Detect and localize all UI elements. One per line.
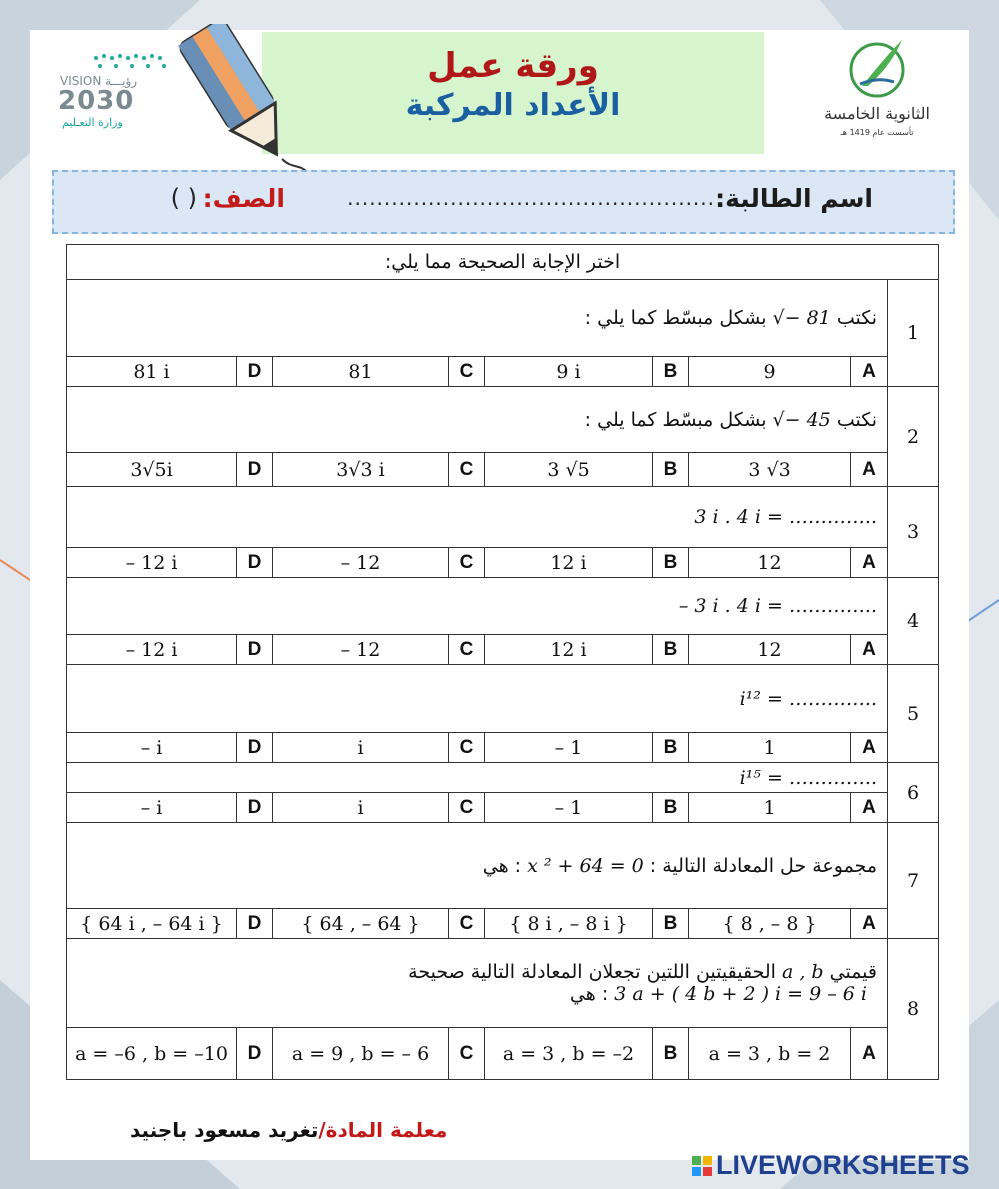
page-title: ورقة عمل: [427, 46, 599, 86]
ministry-text: وزارة التعـليم: [62, 116, 123, 129]
option-c[interactable]: { 64 , – 64 }: [273, 909, 449, 939]
letter-b: B: [653, 793, 689, 823]
question-number: 7: [888, 823, 939, 939]
option-c[interactable]: i: [273, 793, 449, 823]
letter-d: D: [237, 453, 273, 487]
question-number: 1: [888, 280, 939, 387]
question-4-text: – 3 i . 4 i = …………..: [67, 578, 888, 635]
option-a[interactable]: 3 √3: [689, 453, 851, 487]
vision-text: VISION رؤيـــة: [60, 74, 138, 88]
teacher-signature: [130, 1118, 447, 1142]
question-7-text: مجموعة حل المعادلة التالية : x ² + 64 = 0 : هي: [67, 823, 888, 909]
teacher-name: تغريد مسعود باجنيد: [130, 1118, 319, 1142]
letter-d: D: [237, 733, 273, 763]
school-logo: [812, 34, 942, 144]
question-number: 8: [888, 939, 939, 1080]
letter-d: D: [237, 548, 273, 578]
question-6-text: i¹⁵ = …………..: [67, 763, 888, 793]
letter-d: D: [237, 357, 273, 387]
letter-a: A: [851, 548, 888, 578]
student-info-box: [52, 170, 955, 234]
letter-c: C: [449, 733, 485, 763]
option-b[interactable]: 3 √5: [485, 453, 653, 487]
question-5-text: i¹² = …………..: [67, 665, 888, 733]
class-field[interactable]: ( ): [170, 184, 197, 212]
letter-c: C: [449, 635, 485, 665]
option-b[interactable]: – 1: [485, 733, 653, 763]
letter-a: A: [851, 793, 888, 823]
letter-b: B: [653, 909, 689, 939]
question-3-text: 3 i . 4 i = …………..: [67, 487, 888, 548]
option-a[interactable]: 9: [689, 357, 851, 387]
liveworksheets-icon: [692, 1156, 712, 1176]
option-d[interactable]: 81 i: [67, 357, 237, 387]
option-c[interactable]: 3√3 i: [273, 453, 449, 487]
question-2-text: نكتب √− 45 بشكل مبسّط كما يلي :: [67, 387, 888, 453]
letter-c: C: [449, 793, 485, 823]
option-b[interactable]: 12 i: [485, 635, 653, 665]
letter-c: C: [449, 357, 485, 387]
title-box: [262, 32, 764, 154]
option-d[interactable]: – 12 i: [67, 635, 237, 665]
vision-year: 2030: [58, 86, 135, 116]
option-a[interactable]: 1: [689, 793, 851, 823]
option-d[interactable]: { 64 i , – 64 i }: [67, 909, 237, 939]
letter-b: B: [653, 357, 689, 387]
questions-table: [66, 244, 939, 1080]
letter-a: A: [851, 635, 888, 665]
question-8-text: قيمتي a , b الحقيقيتين اللتين تجعلان المعادلة التالية صحيحة 3 a + ( 4 b + 2 ) i = 9 – 6 i : هي: [67, 939, 888, 1028]
option-d[interactable]: 3√5i: [67, 453, 237, 487]
page-subtitle: الأعداد المركبة: [405, 88, 621, 123]
option-d[interactable]: – 12 i: [67, 548, 237, 578]
letter-b: B: [653, 1028, 689, 1080]
question-1-text: نكتب √− 81 بشكل مبسّط كما يلي :: [67, 280, 888, 357]
option-b[interactable]: a = 3 , b = –2: [485, 1028, 653, 1080]
teacher-role: معلمة المادة/: [318, 1118, 448, 1142]
option-d[interactable]: – i: [67, 733, 237, 763]
letter-c: C: [449, 453, 485, 487]
option-b[interactable]: 9 i: [485, 357, 653, 387]
letter-d: D: [237, 793, 273, 823]
question-number: 4: [888, 578, 939, 665]
letter-b: B: [653, 453, 689, 487]
school-founded: تأسست عام 1419 هـ: [840, 128, 914, 137]
letter-b: B: [653, 733, 689, 763]
letter-a: A: [851, 357, 888, 387]
option-a[interactable]: a = 3 , b = 2: [689, 1028, 851, 1080]
option-c[interactable]: a = 9 , b = – 6: [273, 1028, 449, 1080]
class-label: الصف:: [202, 184, 285, 213]
option-d[interactable]: – i: [67, 793, 237, 823]
letter-a: A: [851, 453, 888, 487]
letter-c: C: [449, 548, 485, 578]
question-number: 3: [888, 487, 939, 578]
option-c[interactable]: – 12: [273, 548, 449, 578]
option-a[interactable]: 1: [689, 733, 851, 763]
letter-c: C: [449, 1028, 485, 1080]
letter-a: A: [851, 733, 888, 763]
option-b[interactable]: { 8 i , – 8 i }: [485, 909, 653, 939]
option-c[interactable]: 81: [273, 357, 449, 387]
student-name-label: اسم الطالبة:: [715, 184, 873, 213]
letter-d: D: [237, 635, 273, 665]
letter-b: B: [653, 635, 689, 665]
option-b[interactable]: 12 i: [485, 548, 653, 578]
letter-d: D: [237, 1028, 273, 1080]
vision-2030-logo: [56, 48, 176, 130]
letter-a: A: [851, 1028, 888, 1080]
brand-text: LIVEWORKSHEETS: [716, 1150, 970, 1180]
option-c[interactable]: i: [273, 733, 449, 763]
option-c[interactable]: – 12: [273, 635, 449, 665]
quill-icon: [842, 34, 912, 100]
instruction: اختر الإجابة الصحيحة مما يلي:: [67, 245, 939, 280]
school-name: الثانوية الخامسة: [824, 104, 930, 123]
liveworksheets-logo: [692, 1150, 970, 1181]
student-name-field[interactable]: ..................................................: [347, 186, 715, 210]
question-number: 5: [888, 665, 939, 763]
letter-a: A: [851, 909, 888, 939]
option-b[interactable]: – 1: [485, 793, 653, 823]
letter-d: D: [237, 909, 273, 939]
question-number: 6: [888, 763, 939, 823]
question-number: 2: [888, 387, 939, 487]
option-a[interactable]: { 8 , – 8 }: [689, 909, 851, 939]
letter-b: B: [653, 548, 689, 578]
letter-c: C: [449, 909, 485, 939]
pencil-icon: [172, 24, 312, 174]
option-a[interactable]: 12: [689, 548, 851, 578]
option-d[interactable]: a = –6 , b = –10: [67, 1028, 237, 1080]
option-a[interactable]: 12: [689, 635, 851, 665]
